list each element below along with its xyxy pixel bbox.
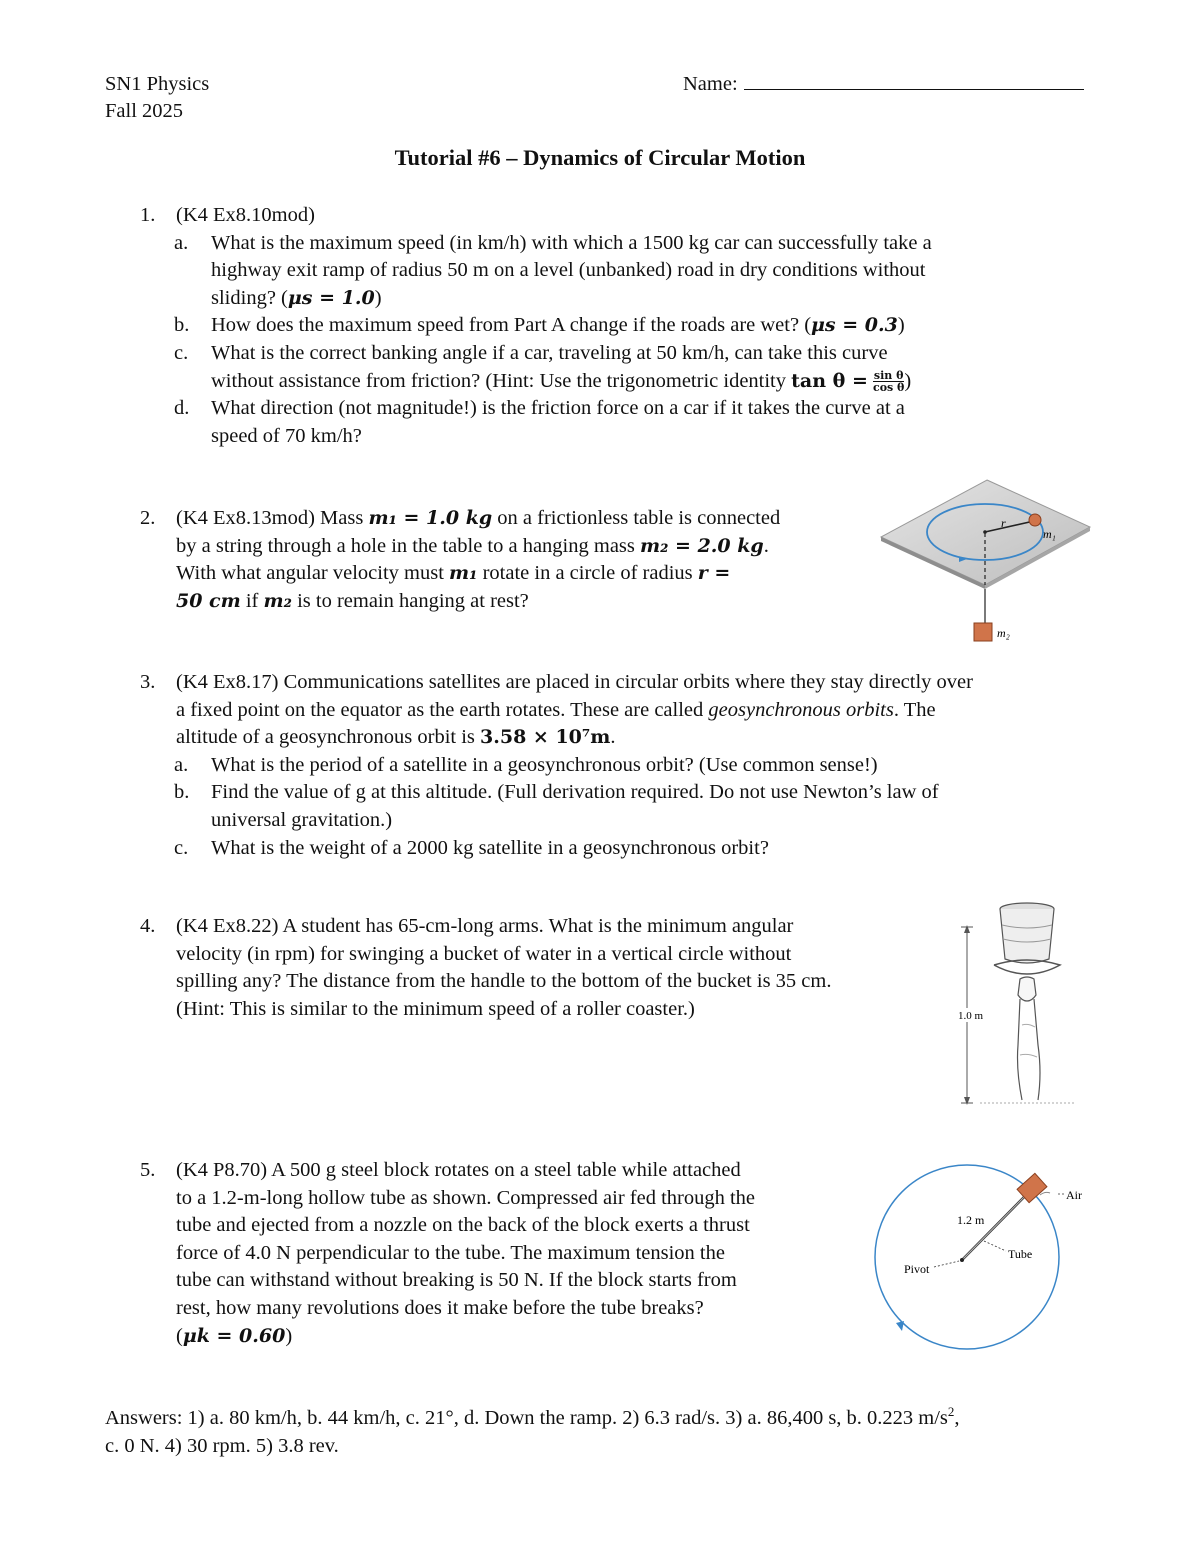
subquestion-a: a. What is the period of a satellite in a geosynchronous orbit? (Use common sense!) (174, 753, 878, 776)
length-label: 1.0 m (958, 1010, 984, 1022)
subquestion-c: c. What is the correct banking angle if a car, traveling at 50 km/h, can take this curve without assistance from friction? (Hint: Use the trigonometric identity tan θ = $\frac{\text{sin θ}}{\text{cos θ}}$ ) (174, 341, 912, 395)
mu-static-wet: μs = 0.3 (811, 314, 898, 337)
name-field (683, 71, 1084, 99)
pivot-point (960, 1258, 964, 1262)
term: Fall 2025 (105, 100, 184, 122)
pivot-label: Pivot (904, 1262, 930, 1276)
name-label: Name: (683, 73, 738, 95)
arrow-down-icon (964, 1097, 970, 1105)
table-hanging-mass-figure (875, 475, 1095, 655)
course-name: SN1 Physics (105, 73, 210, 95)
subquestion-d: d. What direction (not magnitude!) is the friction force on a car if it takes the curve at a speed of 70 km/h? (174, 397, 905, 447)
arm (1018, 999, 1041, 1100)
air-label: Air (1066, 1188, 1082, 1202)
motion-arrow-icon (896, 1321, 904, 1331)
radius-label: r (1001, 516, 1006, 530)
page-title: Tutorial #6 – Dynamics of Circular Motion (394, 145, 806, 170)
answer-key: Answers: 1) a. 80 km/h, b. 44 km/h, c. 21°, d. Down the ramp. 2) 6.3 rad/s. 3) a. 86,400 s, b. 0.223 $m/s^2$, c. 0 N. 4) 30 rpm. 5) 3.8 rev. (105, 1404, 960, 1457)
air-jet (1040, 1192, 1050, 1195)
sin-over-cos-fraction: $\frac{\text{sin θ}}{\text{cos θ}}$ (873, 369, 905, 395)
subquestion-b: b. Find the value of g at this altitude. (Full derivation required. Do not use Newton’s law of universal gravitation.) (174, 781, 939, 831)
subquestion-a: a. What is the maximum speed (in km/h) with which a 1500 kg car can successfully take a highway exit ramp of radius 50 m on a level (unbanked) road in dry conditions without sliding? (μs = 1.0) (174, 231, 932, 309)
subquestion-b: b. How does the maximum speed from Part A change if the roads are wet? (μs = 0.3) (174, 314, 905, 337)
hand (1018, 977, 1036, 1001)
question-number: 1. (140, 204, 156, 226)
subquestion-label: a. (174, 231, 189, 254)
m2-label: m₂ (997, 626, 1010, 640)
name-blank-line (744, 71, 1084, 90)
mu-static: μs = 1.0 (287, 286, 375, 309)
subquestion-c: c. What is the weight of a 2000 kg satellite in a geosynchronous orbit? (174, 836, 769, 859)
tan-identity: tan θ = (791, 369, 868, 392)
bucket-swing-figure (950, 895, 1080, 1110)
mass-m1 (1029, 514, 1041, 526)
question-intro: (K4 Ex8.10mod) (176, 204, 315, 226)
rotating-block-figure (860, 1155, 1095, 1350)
length-label: 1.2 m (957, 1213, 985, 1227)
mass-m2 (974, 623, 992, 641)
tube-label: Tube (1008, 1247, 1033, 1261)
bucket-body (1000, 909, 1054, 963)
m1-label: m₁ (1043, 527, 1056, 541)
arrow-up-icon (964, 925, 970, 933)
